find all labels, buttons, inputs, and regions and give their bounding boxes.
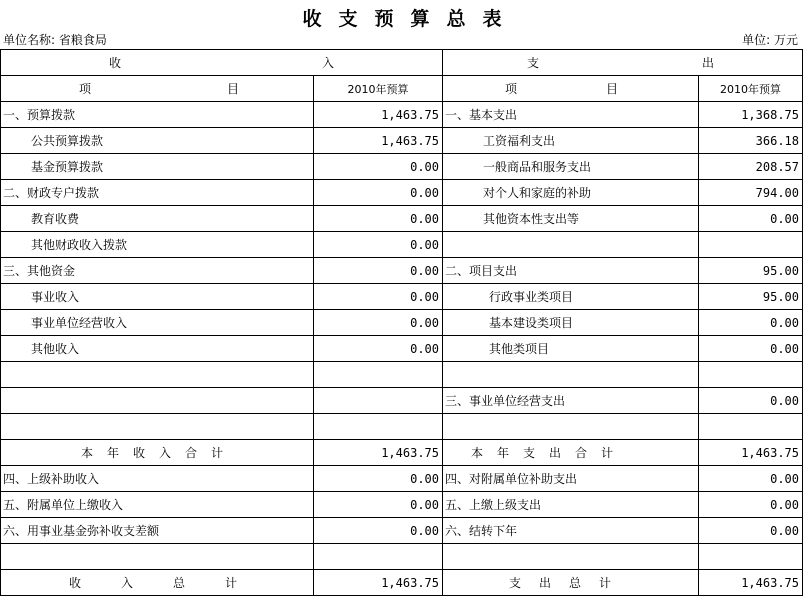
expense-item bbox=[443, 362, 699, 388]
income-item: 基金预算拨款 bbox=[1, 154, 314, 180]
income-item: 公共预算拨款 bbox=[1, 128, 314, 154]
table-row bbox=[1, 336, 803, 362]
income-value: 0.00 bbox=[314, 492, 443, 518]
table-row bbox=[1, 570, 803, 596]
expense-item: 三、事业单位经营支出 bbox=[443, 388, 699, 414]
expense-header bbox=[443, 50, 803, 76]
income-item bbox=[1, 414, 314, 440]
expense-item: 基本建设类项目 bbox=[443, 310, 699, 336]
expense-value: 208.57 bbox=[699, 154, 803, 180]
table-row bbox=[1, 466, 803, 492]
income-value: 0.00 bbox=[314, 284, 443, 310]
expense-item: 本年支出合计 bbox=[443, 440, 699, 466]
income-item: 六、用事业基金弥补收支差额 bbox=[1, 518, 314, 544]
item-header-b: 目 bbox=[226, 82, 239, 96]
table-row bbox=[1, 180, 803, 206]
income-item-header bbox=[1, 76, 314, 102]
expense-value: 1,463.75 bbox=[699, 570, 803, 596]
expense-value: 794.00 bbox=[699, 180, 803, 206]
income-item: 教育收费 bbox=[1, 206, 314, 232]
expense-value bbox=[699, 414, 803, 440]
item-header-a: 项 bbox=[505, 82, 518, 96]
expense-item bbox=[443, 544, 699, 570]
income-value: 1,463.75 bbox=[314, 570, 443, 596]
table-row bbox=[1, 388, 803, 414]
expense-value: 366.18 bbox=[699, 128, 803, 154]
income-value: 1,463.75 bbox=[314, 440, 443, 466]
table-header-row bbox=[1, 50, 803, 76]
income-item: 事业单位经营收入 bbox=[1, 310, 314, 336]
budget-table bbox=[0, 49, 803, 596]
table-row bbox=[1, 154, 803, 180]
table-row bbox=[1, 284, 803, 310]
expense-item bbox=[443, 414, 699, 440]
item-header-a: 项 bbox=[79, 82, 92, 96]
expense-value: 0.00 bbox=[699, 388, 803, 414]
expense-header-b: 出 bbox=[701, 56, 714, 70]
table-row bbox=[1, 232, 803, 258]
income-value: 1,463.75 bbox=[314, 128, 443, 154]
expense-value: 0.00 bbox=[699, 336, 803, 362]
table-row bbox=[1, 206, 803, 232]
income-value: 0.00 bbox=[314, 154, 443, 180]
expense-item: 六、结转下年 bbox=[443, 518, 699, 544]
income-item: 二、财政专户拨款 bbox=[1, 180, 314, 206]
unit-label: 单位: 万元 bbox=[742, 33, 798, 47]
expense-value: 0.00 bbox=[699, 310, 803, 336]
table-row bbox=[1, 310, 803, 336]
expense-value: 0.00 bbox=[699, 518, 803, 544]
table-row bbox=[1, 544, 803, 570]
expense-item: 其他类项目 bbox=[443, 336, 699, 362]
expense-value: 0.00 bbox=[699, 492, 803, 518]
expense-item: 其他资本性支出等 bbox=[443, 206, 699, 232]
income-item: 四、上级补助收入 bbox=[1, 466, 314, 492]
table-row bbox=[1, 362, 803, 388]
income-item bbox=[1, 544, 314, 570]
expense-item: 支出总计 bbox=[443, 570, 699, 596]
income-item: 其他财政收入拨款 bbox=[1, 232, 314, 258]
expense-value bbox=[699, 544, 803, 570]
income-item: 五、附属单位上缴收入 bbox=[1, 492, 314, 518]
income-value: 0.00 bbox=[314, 336, 443, 362]
expense-value: 0.00 bbox=[699, 466, 803, 492]
income-value: 0.00 bbox=[314, 310, 443, 336]
table-row bbox=[1, 102, 803, 128]
expense-item: 五、上缴上级支出 bbox=[443, 492, 699, 518]
expense-value bbox=[699, 232, 803, 258]
table-row bbox=[1, 518, 803, 544]
table-row bbox=[1, 128, 803, 154]
expense-value: 0.00 bbox=[699, 206, 803, 232]
income-value: 0.00 bbox=[314, 518, 443, 544]
income-value: 1,463.75 bbox=[314, 102, 443, 128]
page-title: 收支预算总表 bbox=[302, 8, 519, 30]
income-header-b: 入 bbox=[321, 56, 334, 70]
expense-header-a: 支 bbox=[527, 56, 540, 70]
table-row bbox=[1, 440, 803, 466]
expense-item-header bbox=[443, 76, 699, 102]
income-value: 0.00 bbox=[314, 206, 443, 232]
income-item bbox=[1, 362, 314, 388]
income-header bbox=[1, 50, 443, 76]
expense-item: 一、基本支出 bbox=[443, 102, 699, 128]
income-header-a: 收 bbox=[109, 56, 122, 70]
income-item: 一、预算拨款 bbox=[1, 102, 314, 128]
unit-name-label: 单位名称: 省粮食局 bbox=[3, 33, 107, 47]
expense-item: 对个人和家庭的补助 bbox=[443, 180, 699, 206]
expense-year-header: 2010年预算 bbox=[699, 76, 803, 102]
income-value bbox=[314, 414, 443, 440]
income-value bbox=[314, 544, 443, 570]
income-year-header: 2010年预算 bbox=[314, 76, 443, 102]
expense-value: 1,368.75 bbox=[699, 102, 803, 128]
income-value bbox=[314, 362, 443, 388]
income-value: 0.00 bbox=[314, 232, 443, 258]
income-value bbox=[314, 388, 443, 414]
income-item: 本年收入合计 bbox=[1, 440, 314, 466]
income-value: 0.00 bbox=[314, 180, 443, 206]
income-item: 其他收入 bbox=[1, 336, 314, 362]
expense-item: 四、对附属单位补助支出 bbox=[443, 466, 699, 492]
table-row bbox=[1, 258, 803, 284]
expense-item: 二、项目支出 bbox=[443, 258, 699, 284]
table-row bbox=[1, 492, 803, 518]
income-item: 事业收入 bbox=[1, 284, 314, 310]
expense-value bbox=[699, 362, 803, 388]
expense-item: 行政事业类项目 bbox=[443, 284, 699, 310]
income-value: 0.00 bbox=[314, 466, 443, 492]
expense-item: 一般商品和服务支出 bbox=[443, 154, 699, 180]
expense-value: 95.00 bbox=[699, 258, 803, 284]
expense-value: 95.00 bbox=[699, 284, 803, 310]
expense-item bbox=[443, 232, 699, 258]
income-item: 收入总计 bbox=[1, 570, 314, 596]
income-item: 三、其他资金 bbox=[1, 258, 314, 284]
income-item bbox=[1, 388, 314, 414]
item-header-b: 目 bbox=[605, 82, 618, 96]
expense-value: 1,463.75 bbox=[699, 440, 803, 466]
table-row bbox=[1, 414, 803, 440]
income-value: 0.00 bbox=[314, 258, 443, 284]
expense-item: 工资福利支出 bbox=[443, 128, 699, 154]
table-subheader-row bbox=[1, 76, 803, 102]
